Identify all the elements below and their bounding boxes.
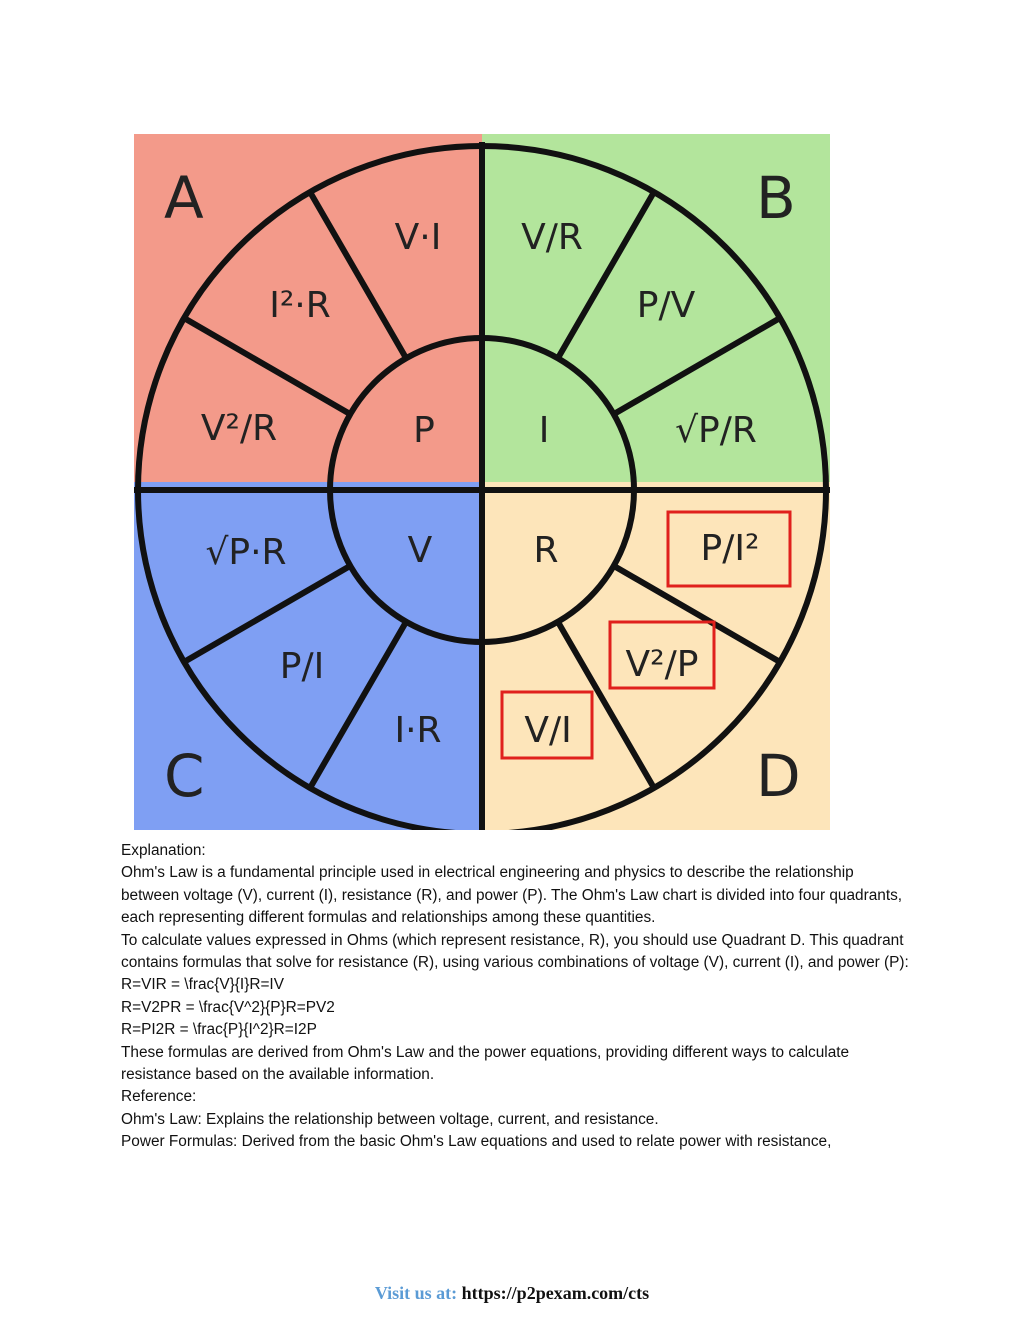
explanation-paragraph: Ohm's Law is a fundamental principle used in electrical engineering and physics to describe the relationship between voltage (V), current (I), resistance (R), and power (P). The Ohm's Law chart is divided into four quadrants, each representing different formulas and relationships among these quantities.	[121, 864, 903, 927]
quadrant-letter-b: B	[756, 164, 796, 232]
formula-ir: I·R	[394, 710, 442, 751]
center-v: V	[407, 530, 433, 571]
footer-label: Visit us at:	[374, 1283, 458, 1303]
footer	[0, 1283, 1024, 1304]
formula-sqrt-p-over-r: √P/R	[675, 410, 757, 451]
explanation-heading: Explanation:	[121, 842, 206, 859]
formula-sqrt-pr: √P·R	[205, 532, 287, 573]
quadrant-letter-a: A	[164, 164, 204, 232]
formula-v2-over-p: V²/P	[625, 644, 699, 685]
explanation-text	[121, 840, 911, 1154]
quadrant-letter-c: C	[164, 742, 205, 810]
reference-item: Power Formulas: Derived from the basic Ohm's Law equations and used to relate power with resistance,	[121, 1133, 832, 1151]
formula-p-over-i: P/I	[279, 646, 325, 687]
formula-v-over-i: V/I	[524, 710, 572, 751]
formula-p-over-i2: P/I²	[700, 528, 760, 569]
center-p: P	[413, 410, 435, 451]
formula-line: R=V2PR = \frac{V^2}{P}R=PV2	[121, 998, 335, 1016]
reference-item: Ohm's Law: Explains the relationship between voltage, current, and resistance.	[121, 1110, 659, 1128]
formula-v2r: V²/R	[200, 408, 278, 449]
formula-v-over-r: V/R	[521, 217, 583, 258]
ohms-law-wheel	[134, 134, 830, 830]
quadrant-letter-d: D	[756, 742, 801, 810]
formula-line: R=PI2R = \frac{P}{I^2}R=I2P	[121, 1021, 317, 1039]
reference-heading: Reference:	[121, 1088, 197, 1106]
formula-vi: V·I	[394, 217, 442, 258]
center-r: R	[533, 530, 559, 571]
formula-p-over-v: P/V	[636, 285, 696, 326]
footer-url-link[interactable]: https://p2pexam.com/cts	[461, 1283, 650, 1303]
formula-line: R=VIR = \frac{V}{I}R=IV	[121, 976, 284, 994]
formula-i2r: I²·R	[269, 285, 331, 326]
explanation-paragraph: These formulas are derived from Ohm's Law and the power equations, providing different ways to calculate resistance based on the available information.	[121, 1043, 850, 1084]
explanation-paragraph: To calculate values expressed in Ohms (which represent resistance, R), you should use Quadrant D. This quadrant contains formulas that solve for resistance (R), using various combinations of voltage (V), current (I), and power (P):	[121, 931, 909, 972]
center-i: I	[538, 410, 550, 451]
